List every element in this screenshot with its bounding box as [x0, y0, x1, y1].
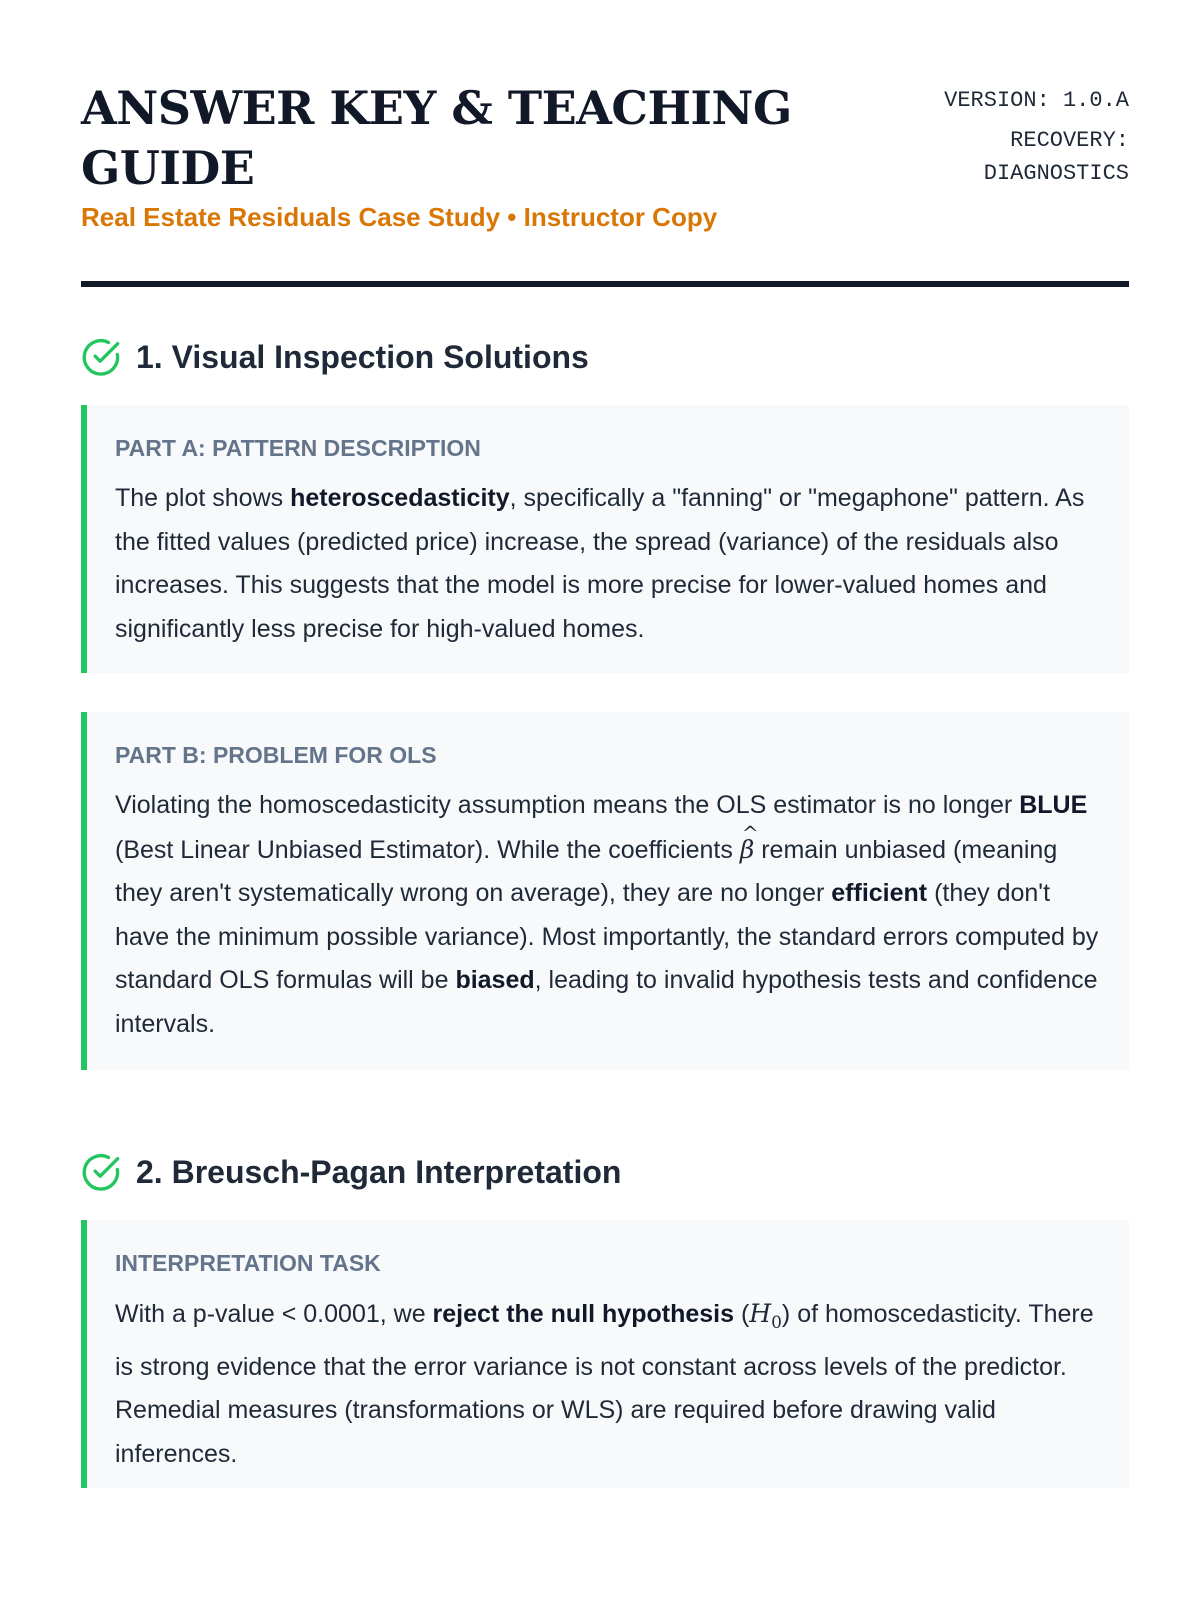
- beta-hat-symbol: ^ β: [740, 828, 754, 872]
- key-term: BLUE: [1019, 791, 1088, 819]
- answer-card-part-a: [81, 405, 1129, 673]
- check-circle-icon: [81, 337, 121, 377]
- section-title: 2. Breusch-Pagan Interpretation: [136, 1153, 622, 1190]
- recovery-label: RECOVERY:: [1010, 128, 1129, 153]
- header-divider: [81, 281, 1129, 287]
- section-heading-breusch-pagan: [81, 1150, 1129, 1194]
- key-term: reject the null hypothesis: [432, 1300, 734, 1328]
- answer-card-interpretation: [81, 1220, 1129, 1488]
- card-text: The plot shows heteroscedasticity, specifically a "fanning" or "megaphone" pattern. As the fitted values (predicted price) increase, the spread (variance) of the residuals also increases. This suggests that the model is more precise for lower-valued homes and significantly less precise for high-valued homes.: [115, 484, 1085, 643]
- card-label: PART B: PROBLEM FOR OLS: [115, 742, 437, 768]
- section-title: 1. Visual Inspection Solutions: [136, 338, 589, 375]
- version-label: VERSION: 1.0.A: [944, 88, 1129, 113]
- card-label: INTERPRETATION TASK: [115, 1250, 381, 1276]
- null-hypothesis-symbol: $H_0$: [749, 1299, 782, 1333]
- card-label: PART A: PATTERN DESCRIPTION: [115, 435, 481, 461]
- card-text: With a p-value < 0.0001, we reject the null hypothesis $(H_0)$ of homoscedasticity. There is strong evidence that the error variance is not constant across levels of the predictor. Remedial measures (transformations or WLS) are required before drawing valid inferences.: [115, 1299, 1094, 1468]
- key-term: biased: [455, 966, 535, 995]
- key-term: heteroscedasticity: [290, 484, 510, 512]
- check-circle-icon: [81, 1152, 121, 1192]
- card-text: Violating the homoscedasticity assumption means the OLS estimator is no longer BLUE (Best Linear Unbiased Estimator). While the coefficients ^ β remain unbiased (meaning they aren't systematically wrong on average), they are no longer efficient (they don't have the minimum possible variance). Most importantly, the standard errors computed by standard OLS formulas will be biased, leading to invalid hypothesis tests and confidence intervals.: [115, 784, 1101, 1047]
- document-subtitle: Real Estate Residuals Case Study • Instructor Copy: [81, 202, 718, 232]
- key-term: efficient: [831, 879, 928, 908]
- document-title: ANSWER KEY & TEACHING GUIDE: [81, 81, 792, 195]
- section-heading-visual-inspection: [81, 335, 1129, 379]
- recovery-value: DIAGNOSTICS: [983, 161, 1129, 186]
- answer-card-part-b: [81, 712, 1129, 1070]
- document-meta: [889, 84, 1129, 190]
- document-header: [81, 78, 1129, 288]
